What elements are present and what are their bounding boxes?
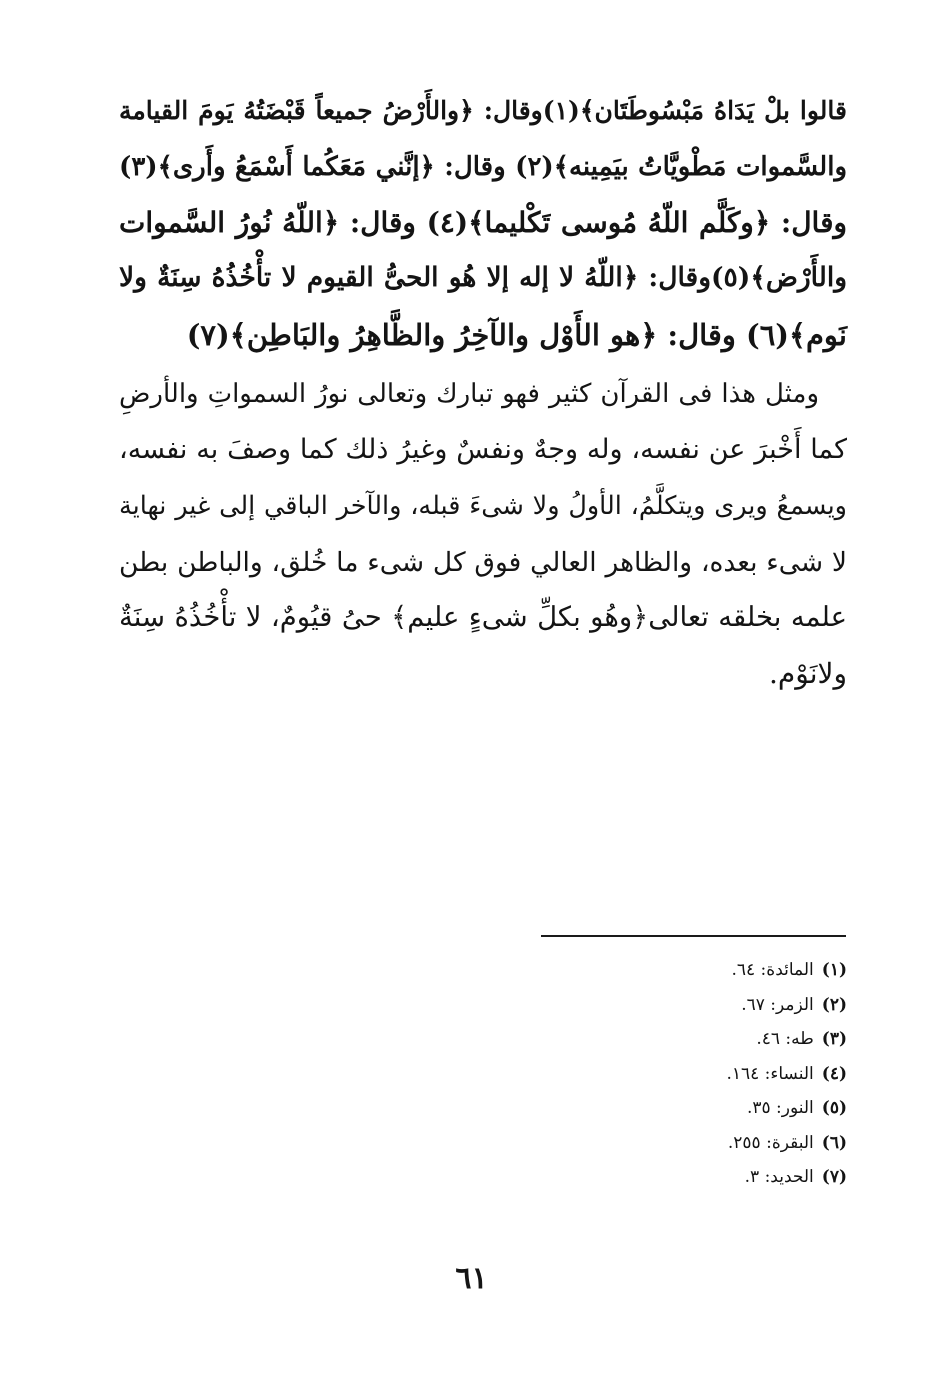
footnote-1 [547, 960, 847, 980]
paragraph-line-4: لا شىء بعده، والظاهر العالي فوق كل شىء ما خُلق، والباطن بطن [119, 547, 847, 578]
footnote-2 [547, 995, 847, 1015]
footnote-text: طه: ٤٦. [756, 1029, 814, 1049]
footnote-4 [547, 1064, 847, 1084]
quote-line-5: نَوم﴾(٦) وقال: ﴿هو الأَوْل والآخِرُ والظَّاهِرُ والبَاطِن﴾(٧) [186, 318, 847, 352]
footnote-text: المائدة: ٦٤. [731, 960, 814, 980]
paragraph-line-2: كما أَخْبرَ عن نفسه، وله وجهٌ ونفسٌ وغيرُ ذلك كما وصفَ به نفسه، [119, 434, 847, 465]
footnote-number: (٧) [821, 1167, 847, 1187]
quote-line-3: وقال: ﴿وكَلَّم اللّهُ مُوسى تَكْليما﴾(٤) وقال: ﴿اللّهُ نُورُ السَّموات [119, 206, 847, 239]
quote-line-1: قالوا بلْ يَدَاهُ مَبْسُوطَتَان﴾(١)وقال: ﴿والأَرْضُ جميعاً قَبْضَتُهُ يَومَ القيامة [119, 96, 847, 125]
footnote-text: النور: ٣٥. [746, 1098, 814, 1118]
footnote-number: (٥) [821, 1098, 847, 1118]
footnote-number: (٤) [821, 1064, 847, 1084]
paragraph-line-5: علمه بخلقه تعالى﴿وهُو بكلِّ شىءٍ عليم﴾ حىُ قيُومٌ، لا تأْخُذُهُ سِنَةٌ [119, 601, 847, 633]
footnote-6 [547, 1133, 847, 1153]
footnote-5 [547, 1098, 847, 1118]
footnote-text: النساء: ١٦٤. [726, 1064, 814, 1084]
footnote-7 [547, 1167, 847, 1187]
footnote-text: الحديد: ٣. [744, 1167, 814, 1187]
footnote-3 [547, 1029, 847, 1049]
footnote-number: (٦) [821, 1133, 847, 1153]
paragraph-line-3: ويسمعُ ويرى ويتكلَّمُ، الأولُ ولا شىءَ قبله، والآخر الباقي إلى غير نهاية [119, 491, 847, 521]
quote-line-2: والسَّموات مَطْويَّاتُ بيَمِينه﴾(٢) وقال: ﴿إنَّني مَعَكُما أَسْمَعُ وأَرى﴾(٣) [119, 152, 848, 182]
footnote-number: (١) [821, 960, 847, 980]
footnote-number: (٢) [821, 995, 847, 1015]
footnote-text: البقرة: ٢٥٥. [727, 1133, 814, 1153]
footnote-separator [541, 935, 846, 937]
footnote-text: الزمر: ٦٧. [741, 995, 814, 1015]
footnote-number: (٣) [821, 1029, 847, 1049]
quote-line-4: والأَرْض﴾(٥)وقال: ﴿اللّهُ لا إله إلا هُو الحىُّ القيوم لا تأْخُذُهُ سِنَةٌ ولا [119, 262, 847, 293]
paragraph-line-6: ولانَوْم. [769, 657, 847, 690]
page-number: ٦١ [455, 1261, 488, 1296]
paragraph-line-1: ومثل هذا فى القرآن كثير فهو تبارك وتعالى نورُ السمواتِ والأرضِ [119, 379, 819, 409]
